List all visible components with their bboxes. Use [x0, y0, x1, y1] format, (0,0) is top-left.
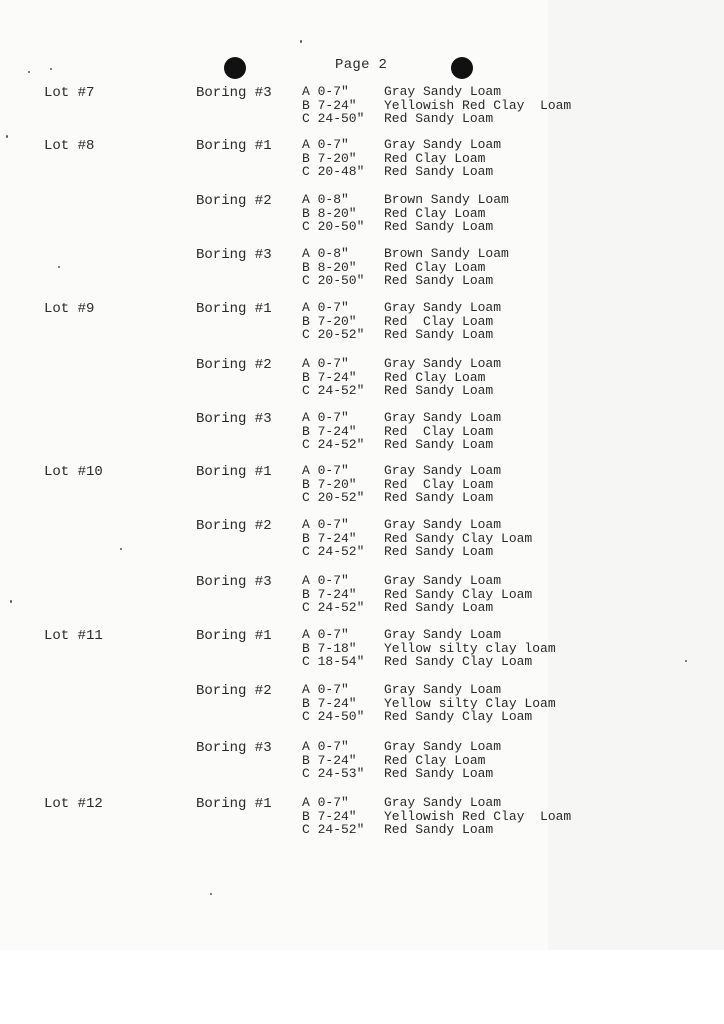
lot-label: Lot #9	[44, 301, 95, 317]
horizon-depth: A 0-7"	[302, 682, 349, 697]
horizon-row	[302, 767, 722, 781]
horizon-depth: B 7-24"	[302, 530, 357, 546]
horizon-depth: B 7-24"	[302, 423, 357, 439]
horizon-depth: C 20-48"	[302, 164, 365, 179]
horizon-row	[302, 464, 722, 478]
soil-texture: Gray Sandy Loam	[384, 573, 502, 588]
horizon-depth: C 24-52"	[302, 822, 365, 837]
horizon-depth: C 20-50"	[302, 273, 365, 288]
horizon-row	[302, 697, 722, 711]
horizon-row	[302, 425, 722, 439]
soil-texture: Red Sandy Loam	[384, 822, 494, 837]
horizon-depth: C 24-52"	[302, 544, 365, 559]
horizon-row	[302, 328, 722, 342]
lot-label: Lot #11	[44, 628, 103, 644]
horizon-row	[302, 754, 722, 768]
horizon-depth: B 7-24"	[302, 586, 357, 602]
scan-speck	[10, 600, 12, 603]
horizon-row	[302, 740, 722, 754]
scan-speck	[58, 266, 60, 268]
soil-texture: Red Sandy Clay Loam	[384, 586, 533, 602]
horizon-depth: C 24-52"	[302, 383, 365, 398]
horizon-list	[302, 683, 722, 724]
horizon-row	[302, 138, 722, 152]
horizon-depth: B 7-24"	[302, 369, 357, 385]
horizon-row	[302, 655, 722, 669]
horizon-depth: A 0-7"	[302, 84, 349, 99]
horizon-depth: A 0-7"	[302, 137, 349, 152]
soil-texture: Red Clay Loam	[384, 150, 486, 166]
horizon-list	[302, 301, 722, 342]
soil-texture: Red Sandy Loam	[384, 273, 494, 288]
scan-speck	[210, 893, 212, 895]
horizon-list	[302, 247, 722, 288]
horizon-row	[302, 545, 722, 559]
soil-texture: Red Clay Loam	[384, 423, 494, 439]
horizon-depth: C 24-53"	[302, 766, 365, 781]
horizon-depth: C 24-50"	[302, 111, 365, 126]
scan-speck	[6, 135, 8, 138]
scan-speck	[300, 40, 302, 43]
boring-label: Boring #1	[196, 464, 272, 480]
horizon-list	[302, 628, 722, 669]
horizon-depth: B 7-24"	[302, 752, 357, 768]
soil-texture: Yellowish Red Clay Loam	[384, 808, 572, 824]
soil-texture: Gray Sandy Loam	[384, 627, 502, 642]
horizon-depth: A 0-7"	[302, 410, 349, 425]
soil-texture: Gray Sandy Loam	[384, 84, 502, 99]
horizon-depth: A 0-7"	[302, 463, 349, 478]
horizon-depth: A 0-7"	[302, 795, 349, 810]
horizon-depth: C 24-52"	[302, 437, 365, 452]
horizon-list	[302, 518, 722, 559]
scan-speck	[28, 71, 30, 73]
soil-texture: Yellowish Red Clay Loam	[384, 97, 572, 113]
soil-texture: Red Clay Loam	[384, 259, 486, 275]
horizon-row	[302, 99, 722, 113]
horizon-list	[302, 357, 722, 398]
horizon-row	[302, 574, 722, 588]
boring-label: Boring #2	[196, 357, 272, 373]
soil-texture: Red Clay Loam	[384, 752, 486, 768]
horizon-depth: A 0-7"	[302, 627, 349, 642]
lot-label: Lot #10	[44, 464, 103, 480]
horizon-row	[302, 478, 722, 492]
horizon-row	[302, 518, 722, 532]
boring-label: Boring #2	[196, 193, 272, 209]
horizon-depth: B 7-24"	[302, 695, 357, 711]
soil-texture: Red Sandy Loam	[384, 437, 494, 452]
soil-texture: Red Sandy Clay Loam	[384, 654, 533, 669]
soil-texture: Brown Sandy Loam	[384, 246, 509, 261]
horizon-depth: B 7-20"	[302, 313, 357, 329]
horizon-row	[302, 710, 722, 724]
horizon-row	[302, 532, 722, 546]
soil-texture: Yellow silty Clay Loam	[384, 695, 556, 711]
soil-texture: Gray Sandy Loam	[384, 739, 502, 754]
soil-texture: Red Sandy Loam	[384, 544, 494, 559]
soil-texture: Red Sandy Loam	[384, 766, 494, 781]
horizon-row	[302, 642, 722, 656]
horizon-row	[302, 220, 722, 234]
horizon-list	[302, 574, 722, 615]
horizon-row	[302, 261, 722, 275]
soil-texture: Red Sandy Clay Loam	[384, 530, 533, 546]
horizon-depth: C 20-50"	[302, 219, 365, 234]
horizon-row	[302, 315, 722, 329]
soil-texture: Red Sandy Loam	[384, 600, 494, 615]
horizon-row	[302, 683, 722, 697]
horizon-row	[302, 371, 722, 385]
horizon-row	[302, 601, 722, 615]
boring-label: Boring #1	[196, 301, 272, 317]
horizon-row	[302, 588, 722, 602]
horizon-row	[302, 628, 722, 642]
boring-label: Boring #3	[196, 411, 272, 427]
boring-label: Boring #3	[196, 740, 272, 756]
boring-label: Boring #1	[196, 796, 272, 812]
horizon-depth: C 20-52"	[302, 490, 365, 505]
lot-label: Lot #7	[44, 85, 95, 101]
boring-label: Boring #3	[196, 247, 272, 263]
punch-hole-right	[451, 57, 473, 79]
soil-texture: Gray Sandy Loam	[384, 410, 502, 425]
soil-texture: Red Clay Loam	[384, 205, 486, 221]
soil-texture: Gray Sandy Loam	[384, 517, 502, 532]
horizon-row	[302, 165, 722, 179]
soil-texture: Gray Sandy Loam	[384, 300, 502, 315]
boring-label: Boring #1	[196, 138, 272, 154]
horizon-depth: B 7-24"	[302, 97, 357, 113]
horizon-list	[302, 85, 722, 126]
horizon-row	[302, 193, 722, 207]
horizon-list	[302, 193, 722, 234]
horizon-depth: B 7-20"	[302, 150, 357, 166]
horizon-row	[302, 274, 722, 288]
horizon-depth: C 18-54"	[302, 654, 365, 669]
lot-label: Lot #8	[44, 138, 95, 154]
horizon-depth: A 0-7"	[302, 356, 349, 371]
horizon-list	[302, 796, 722, 837]
horizon-row	[302, 384, 722, 398]
soil-texture: Red Sandy Loam	[384, 490, 494, 505]
horizon-list	[302, 138, 722, 179]
horizon-row	[302, 411, 722, 425]
horizon-depth: B 7-18"	[302, 640, 357, 656]
horizon-row	[302, 207, 722, 221]
soil-texture: Red Clay Loam	[384, 313, 494, 329]
punch-hole-left	[224, 57, 246, 79]
soil-texture: Brown Sandy Loam	[384, 192, 509, 207]
horizon-row	[302, 438, 722, 452]
horizon-row	[302, 810, 722, 824]
soil-texture: Red Clay Loam	[384, 476, 494, 492]
soil-texture: Yellow silty clay loam	[384, 640, 556, 656]
boring-label: Boring #3	[196, 574, 272, 590]
soil-texture: Red Sandy Loam	[384, 327, 494, 342]
horizon-depth: C 24-52"	[302, 600, 365, 615]
horizon-depth: A 0-7"	[302, 739, 349, 754]
soil-texture: Gray Sandy Loam	[384, 137, 502, 152]
soil-texture: Gray Sandy Loam	[384, 356, 502, 371]
horizon-list	[302, 740, 722, 781]
horizon-depth: B 7-20"	[302, 476, 357, 492]
horizon-row	[302, 491, 722, 505]
boring-label: Boring #1	[196, 628, 272, 644]
soil-texture: Red Sandy Clay Loam	[384, 709, 533, 724]
scan-speck	[120, 548, 122, 550]
horizon-list	[302, 411, 722, 452]
horizon-row	[302, 85, 722, 99]
soil-texture: Red Sandy Loam	[384, 219, 494, 234]
horizon-depth: A 0-8"	[302, 192, 349, 207]
soil-texture: Gray Sandy Loam	[384, 682, 502, 697]
horizon-row	[302, 247, 722, 261]
horizon-depth: A 0-8"	[302, 246, 349, 261]
boring-label: Boring #2	[196, 683, 272, 699]
soil-texture: Red Sandy Loam	[384, 383, 494, 398]
horizon-depth: A 0-7"	[302, 517, 349, 532]
horizon-row	[302, 357, 722, 371]
boring-label: Boring #2	[196, 518, 272, 534]
horizon-depth: B 8-20"	[302, 205, 357, 221]
horizon-depth: A 0-7"	[302, 573, 349, 588]
horizon-list	[302, 464, 722, 505]
soil-texture: Gray Sandy Loam	[384, 795, 502, 810]
horizon-depth: C 20-52"	[302, 327, 365, 342]
soil-texture: Red Sandy Loam	[384, 111, 494, 126]
horizon-depth: B 8-20"	[302, 259, 357, 275]
horizon-depth: C 24-50"	[302, 709, 365, 724]
lot-label: Lot #12	[44, 796, 103, 812]
horizon-row	[302, 823, 722, 837]
horizon-row	[302, 112, 722, 126]
soil-texture: Gray Sandy Loam	[384, 463, 502, 478]
horizon-depth: A 0-7"	[302, 300, 349, 315]
horizon-row	[302, 796, 722, 810]
horizon-row	[302, 152, 722, 166]
horizon-depth: B 7-24"	[302, 808, 357, 824]
page-number: Page 2	[335, 57, 388, 73]
boring-label: Boring #3	[196, 85, 272, 101]
horizon-row	[302, 301, 722, 315]
scan-speck	[50, 68, 52, 70]
soil-texture: Red Sandy Loam	[384, 164, 494, 179]
soil-texture: Red Clay Loam	[384, 369, 486, 385]
